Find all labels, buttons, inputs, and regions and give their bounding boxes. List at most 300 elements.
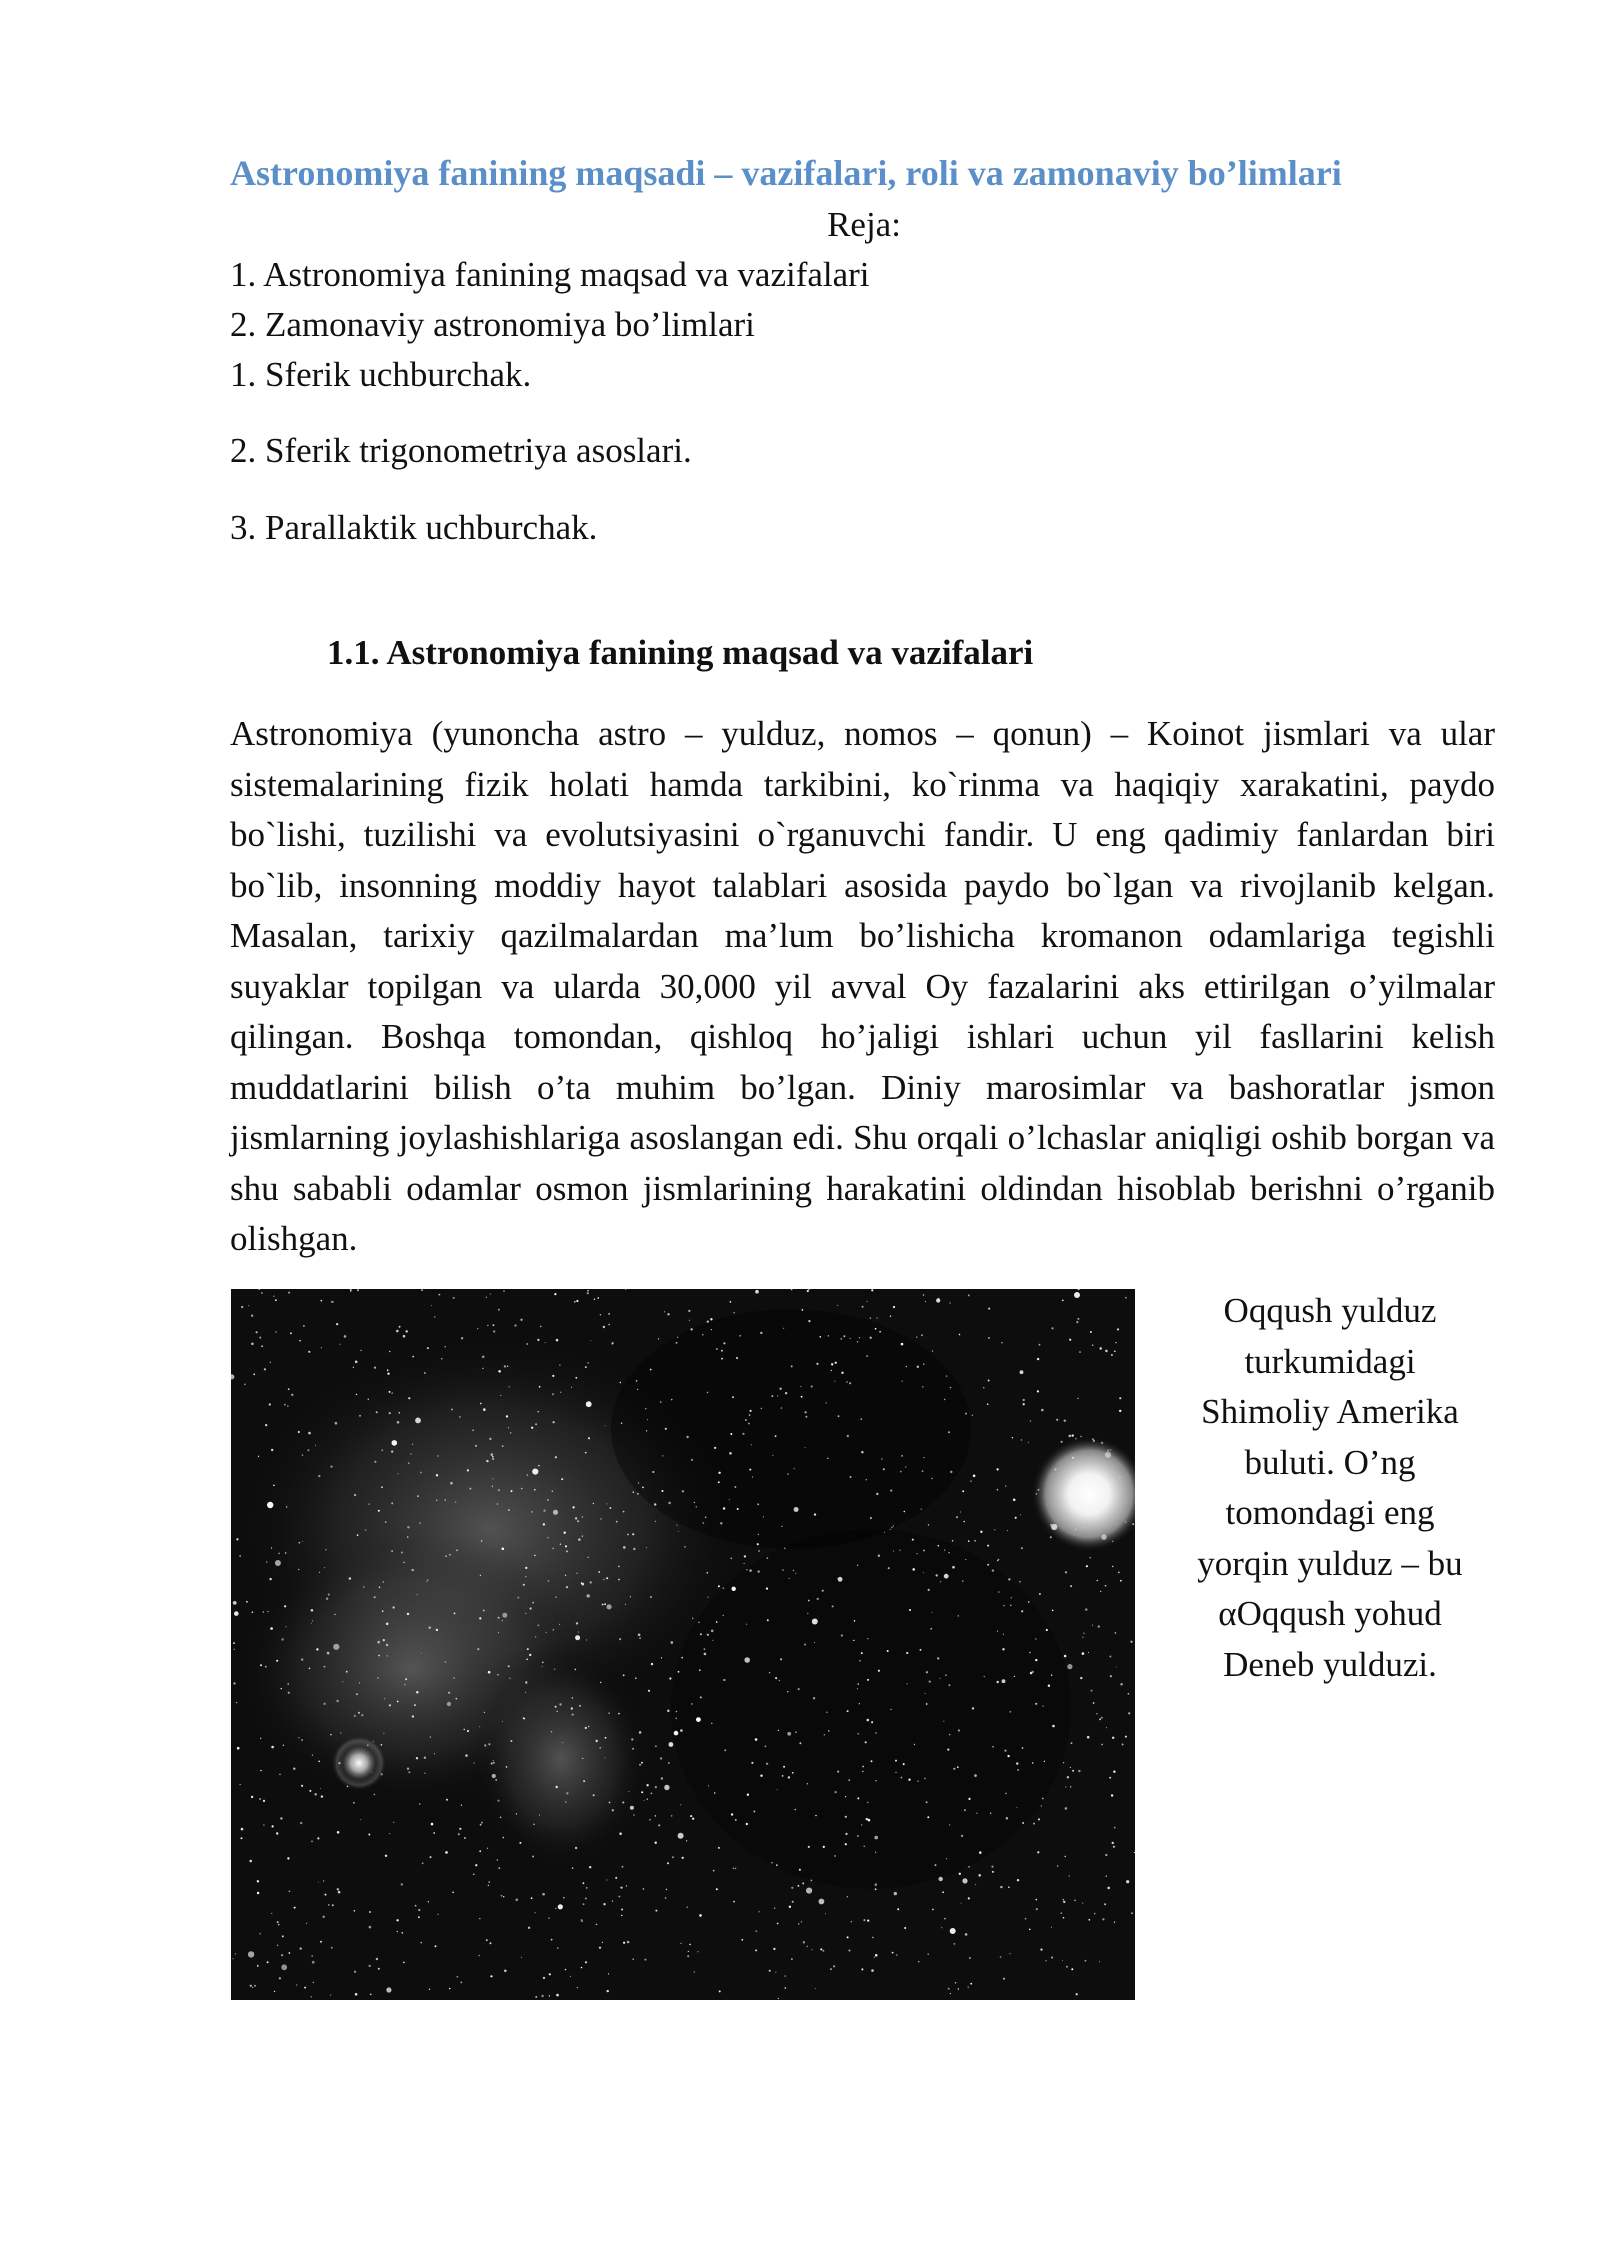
- star-dot: [1016, 1762, 1018, 1764]
- star-dot: [378, 1968, 380, 1970]
- star-dot: [481, 1540, 482, 1541]
- star-dot: [553, 1548, 554, 1549]
- star-dot: [296, 1984, 297, 1985]
- star-dot: [602, 1604, 604, 1606]
- star-dot: [748, 1423, 750, 1425]
- star-dot: [501, 1895, 503, 1897]
- star-dot: [276, 1832, 278, 1834]
- star-dot: [434, 1753, 435, 1754]
- star-dot: [805, 1411, 807, 1413]
- star-dot: [480, 1403, 482, 1405]
- star-dot: [887, 1650, 889, 1652]
- star-dot: [337, 1831, 340, 1834]
- star-dot: [1051, 1327, 1053, 1329]
- star-dot: [857, 1733, 859, 1735]
- star-dot: [875, 1852, 876, 1853]
- star-dot: [745, 1419, 747, 1421]
- star-dot: [484, 1712, 485, 1713]
- star-dot: [945, 1674, 947, 1676]
- star-dot: [558, 1904, 563, 1909]
- star-dot: [1002, 1679, 1006, 1683]
- star-dot: [531, 1427, 533, 1429]
- star-dot: [378, 1510, 380, 1512]
- star-dot: [576, 1622, 578, 1624]
- star-dot: [303, 1325, 305, 1327]
- star-dot: [964, 1809, 966, 1811]
- star-dot: [502, 1620, 503, 1621]
- star-dot: [609, 1507, 611, 1509]
- star-dot: [491, 1763, 493, 1765]
- star-dot: [489, 1438, 491, 1440]
- star-dot: [692, 1818, 694, 1820]
- star-dot: [955, 1982, 957, 1984]
- star-dot: [618, 1713, 620, 1715]
- star-dot: [424, 1757, 426, 1759]
- star-dot: [961, 1903, 962, 1904]
- star-dot: [290, 1332, 292, 1334]
- star-dot: [252, 1987, 253, 1988]
- star-dot: [637, 1389, 638, 1390]
- star-dot: [233, 1682, 235, 1684]
- star-dot: [357, 1534, 359, 1536]
- star-dot: [1106, 1727, 1107, 1728]
- star-dot: [958, 1988, 959, 1989]
- figure-caption: [1150, 1286, 1510, 1690]
- star-dot: [587, 1292, 589, 1294]
- star-dot: [1052, 1610, 1054, 1612]
- star-dot: [1117, 1328, 1119, 1330]
- star-dot: [585, 1366, 587, 1368]
- star-dot: [632, 1748, 634, 1750]
- star-dot: [757, 1503, 759, 1505]
- star-dot: [944, 1574, 949, 1579]
- star-dot: [530, 1607, 532, 1609]
- star-dot: [479, 1850, 481, 1852]
- star-dot: [694, 1502, 695, 1503]
- star-dot: [475, 1864, 477, 1866]
- star-dot: [384, 1698, 385, 1699]
- star-dot: [907, 1683, 908, 1684]
- star-dot: [426, 1581, 427, 1582]
- star-dot: [747, 1794, 749, 1796]
- star-dot: [998, 1591, 1000, 1593]
- star-dot: [1007, 1530, 1008, 1531]
- star-dot: [511, 1490, 513, 1492]
- star-dot: [658, 1338, 659, 1339]
- star-dot: [363, 1586, 364, 1587]
- star-dot: [421, 1653, 422, 1654]
- star-dot: [599, 1947, 601, 1949]
- star-dot: [265, 1666, 267, 1668]
- star-dot: [862, 1771, 863, 1772]
- star-dot: [702, 1334, 704, 1336]
- star-dot: [483, 1408, 486, 1411]
- star-dot: [301, 1658, 303, 1660]
- star-dot: [350, 1290, 351, 1291]
- star-dot: [376, 1411, 378, 1413]
- star-dot: [623, 1511, 625, 1513]
- star-dot: [997, 1631, 998, 1632]
- star-dot: [912, 1568, 915, 1571]
- star-dot: [491, 1453, 494, 1456]
- star-dot: [324, 1567, 325, 1568]
- star-dot: [767, 1619, 769, 1621]
- star-dot: [311, 1841, 312, 1842]
- star-dot: [428, 1901, 429, 1902]
- star-dot: [570, 1976, 571, 1977]
- star-dot: [914, 1744, 915, 1745]
- star-dot: [1111, 1794, 1113, 1796]
- star-dot: [456, 1698, 458, 1700]
- star-dot: [256, 1331, 258, 1333]
- star-dot: [923, 1294, 925, 1296]
- star-dot: [661, 1777, 663, 1779]
- star-dot: [553, 1629, 554, 1630]
- star-dot: [616, 1521, 618, 1523]
- star-dot: [1120, 1580, 1122, 1582]
- star-dot: [664, 1311, 665, 1312]
- star-dot: [647, 1419, 648, 1420]
- star-dot: [925, 1301, 926, 1302]
- star-dot: [1013, 1499, 1016, 1502]
- star-dot: [918, 1961, 919, 1962]
- star-dot: [813, 1697, 815, 1699]
- star-dot: [948, 1431, 950, 1433]
- star-dot: [949, 1734, 951, 1736]
- star-dot: [667, 1862, 669, 1864]
- star-dot: [327, 1652, 330, 1655]
- star-dot: [831, 1370, 832, 1371]
- star-dot: [1082, 1903, 1083, 1904]
- star-dot: [416, 1757, 418, 1759]
- star-dot: [808, 1320, 810, 1322]
- star-dot: [806, 1888, 812, 1894]
- star-dot: [737, 1508, 739, 1510]
- star-dot: [551, 1939, 553, 1941]
- star-dot: [641, 1791, 643, 1793]
- star-dot: [968, 1798, 970, 1800]
- star-dot: [612, 1901, 613, 1902]
- star-dot: [894, 1892, 897, 1895]
- star-dot: [574, 1301, 576, 1303]
- star-dot: [1128, 1712, 1130, 1714]
- plan-label: Reja:: [827, 205, 901, 244]
- star-dot: [841, 1338, 843, 1340]
- star-dot: [626, 1885, 627, 1886]
- star-dot: [615, 1877, 617, 1879]
- star-dot: [383, 1733, 384, 1734]
- star-dot: [947, 1749, 949, 1751]
- star-dot: [724, 1749, 726, 1751]
- star-dot: [598, 1571, 600, 1573]
- star-dot: [838, 1415, 840, 1417]
- star-dot: [1061, 1912, 1063, 1914]
- star-dot: [858, 1683, 859, 1684]
- star-dot: [795, 1732, 796, 1733]
- star-dot: [408, 1771, 410, 1773]
- star-dot: [991, 1866, 993, 1868]
- star-dot: [1011, 1597, 1012, 1598]
- star-dot: [294, 1907, 296, 1909]
- star-dot: [871, 1760, 873, 1762]
- star-dot: [482, 1368, 483, 1369]
- star-dot: [523, 1718, 525, 1720]
- star-dot: [582, 1516, 583, 1517]
- star-dot: [963, 1521, 965, 1523]
- star-dot: [744, 1555, 746, 1557]
- star-dot: [508, 1509, 510, 1511]
- star-dot: [782, 1775, 784, 1777]
- star-dot: [916, 1337, 917, 1338]
- star-dot: [628, 1791, 629, 1792]
- star-dot: [379, 1586, 381, 1588]
- star-dot: [368, 1399, 370, 1401]
- star-dot: [835, 1791, 837, 1793]
- star-dot: [1118, 1572, 1120, 1574]
- star-dot: [883, 1468, 885, 1470]
- star-dot: [696, 1717, 701, 1722]
- star-dot: [609, 1802, 611, 1804]
- star-dot: [281, 1964, 287, 1970]
- star-dot: [590, 1581, 592, 1583]
- star-dot: [299, 1340, 301, 1342]
- star-dot: [438, 1455, 439, 1456]
- star-dot: [506, 1415, 508, 1417]
- star-dot: [814, 1642, 815, 1643]
- star-dot: [741, 1939, 743, 1941]
- star-dot: [559, 1364, 560, 1365]
- star-dot: [861, 1451, 863, 1453]
- star-dot: [926, 1801, 928, 1803]
- star-dot: [660, 1757, 662, 1759]
- star-dot: [987, 1545, 989, 1547]
- star-dot: [1119, 1410, 1121, 1412]
- star-dot: [680, 1729, 683, 1732]
- star-dot: [917, 1553, 918, 1554]
- star-dot: [940, 1678, 941, 1679]
- star-dot: [527, 1648, 529, 1650]
- star-dot: [502, 1445, 504, 1447]
- star-dot: [415, 1418, 421, 1424]
- star-dot: [250, 1985, 252, 1987]
- star-dot: [606, 1503, 607, 1504]
- star-dot: [260, 1770, 261, 1771]
- star-dot: [718, 1585, 720, 1587]
- star-dot: [407, 1536, 409, 1538]
- star-dot: [604, 1757, 605, 1758]
- star-dot: [755, 1949, 757, 1951]
- star-dot: [393, 1606, 395, 1608]
- star-dot: [807, 1783, 808, 1784]
- star-dot: [811, 1385, 813, 1387]
- star-dot: [935, 1864, 937, 1866]
- star-dot: [733, 1868, 734, 1869]
- star-dot: [948, 1684, 950, 1686]
- star-dot: [1045, 1960, 1046, 1961]
- star-dot: [1115, 1632, 1117, 1634]
- star-dot: [774, 1908, 775, 1909]
- star-dot: [586, 1887, 587, 1888]
- star-dot: [564, 1532, 566, 1534]
- star-dot: [863, 1919, 865, 1921]
- star-dot: [508, 1427, 509, 1428]
- star-dot: [932, 1350, 933, 1351]
- star-dot: [397, 1931, 398, 1932]
- star-dot: [1032, 1671, 1034, 1673]
- star-dot: [436, 1474, 438, 1476]
- star-dot: [871, 1289, 873, 1291]
- star-dot: [412, 1444, 413, 1445]
- star-dot: [793, 1570, 794, 1571]
- star-dot: [987, 1564, 989, 1566]
- star-dot: [645, 1408, 646, 1409]
- star-dot: [1109, 1656, 1111, 1658]
- star-dot: [304, 1987, 306, 1989]
- star-dot: [377, 1677, 379, 1679]
- star-dot: [535, 1912, 536, 1913]
- star-dot: [526, 1659, 528, 1661]
- star-dot: [414, 1704, 416, 1706]
- star-dot: [578, 1631, 579, 1632]
- star-dot: [498, 1617, 500, 1619]
- star-dot: [1063, 1899, 1065, 1901]
- star-dot: [1067, 1664, 1072, 1669]
- star-dot: [655, 1745, 657, 1747]
- star-dot: [519, 1842, 521, 1844]
- star-dot: [730, 1433, 732, 1435]
- star-dot: [988, 1337, 990, 1339]
- star-dot: [946, 1375, 947, 1376]
- star-dot: [298, 1431, 300, 1433]
- star-dot: [876, 1883, 877, 1884]
- star-dot: [1100, 1347, 1102, 1349]
- star-dot: [612, 1342, 614, 1344]
- star-dot: [714, 1447, 716, 1449]
- star-dot: [765, 1745, 767, 1747]
- star-dot: [1101, 1744, 1103, 1746]
- star-dot: [1131, 1912, 1133, 1914]
- star-dot: [298, 1542, 300, 1544]
- star-dot: [383, 1639, 385, 1641]
- star-dot: [393, 1822, 394, 1823]
- star-dot: [575, 1517, 577, 1519]
- star-dot: [510, 1432, 512, 1434]
- star-dot: [959, 1873, 961, 1875]
- star-dot: [323, 1880, 324, 1881]
- star-dot: [848, 1779, 850, 1781]
- star-dot: [532, 1602, 534, 1604]
- star-dot: [1099, 1718, 1101, 1720]
- star-dot: [678, 1531, 679, 1532]
- star-dot: [1002, 1648, 1004, 1650]
- star-dot: [312, 1961, 315, 1964]
- star-dot: [490, 1975, 492, 1977]
- star-dot: [475, 1445, 477, 1447]
- star-dot: [608, 1324, 610, 1326]
- star-dot: [460, 1981, 462, 1983]
- star-dot: [668, 1762, 670, 1764]
- star-dot: [997, 1489, 999, 1491]
- star-dot: [692, 1618, 693, 1619]
- star-dot: [608, 1712, 610, 1714]
- star-dot: [588, 1557, 589, 1558]
- star-dot: [271, 1449, 273, 1451]
- star-dot: [900, 1471, 902, 1473]
- star-dot: [773, 1948, 775, 1950]
- star-dot: [487, 1325, 488, 1326]
- star-dot: [639, 1731, 642, 1734]
- star-dot: [749, 1414, 751, 1416]
- star-dot: [812, 1619, 818, 1625]
- star-dot: [576, 1300, 578, 1302]
- star-dot: [711, 1723, 712, 1724]
- star-dot: [895, 1760, 897, 1762]
- star-dot: [232, 1958, 233, 1959]
- star-dot: [543, 1510, 545, 1512]
- star-dot: [866, 1818, 868, 1820]
- star-dot: [1105, 1585, 1107, 1587]
- star-dot: [270, 1627, 273, 1630]
- star-dot: [587, 1594, 590, 1597]
- star-dot: [644, 1800, 645, 1801]
- star-dot: [798, 1885, 800, 1887]
- star-dot: [572, 1867, 574, 1869]
- caption-line: Deneb yulduzi.: [1223, 1644, 1437, 1684]
- star-dot: [561, 1478, 563, 1480]
- star-dot: [1021, 1610, 1023, 1612]
- star-dot: [643, 1888, 644, 1889]
- star-dot: [407, 1768, 409, 1770]
- star-dot: [712, 1640, 713, 1641]
- star-dot: [621, 1422, 623, 1424]
- star-dot: [271, 1746, 274, 1749]
- star-dot: [1066, 1966, 1068, 1968]
- star-dot: [984, 1676, 985, 1677]
- star-dot: [1038, 1818, 1040, 1820]
- star-dot: [408, 1462, 410, 1464]
- star-dot: [526, 1343, 528, 1345]
- star-dot: [542, 1662, 544, 1664]
- star-dot: [781, 1407, 783, 1409]
- star-dot: [948, 1988, 950, 1990]
- star-dot: [942, 1891, 944, 1893]
- star-dot: [859, 1703, 860, 1704]
- star-dot: [655, 1815, 656, 1816]
- star-dot: [823, 1846, 825, 1848]
- star-dot: [732, 1396, 734, 1398]
- star-dot: [301, 1739, 303, 1741]
- star-dot: [908, 1779, 910, 1781]
- star-dot: [482, 1356, 485, 1359]
- star-dot: [1130, 1641, 1132, 1643]
- star-dot: [875, 1954, 878, 1957]
- star-dot: [686, 1436, 688, 1438]
- star-dot: [498, 1309, 500, 1311]
- star-dot: [779, 1680, 780, 1681]
- star-dot: [467, 1730, 469, 1732]
- star-dot: [408, 1397, 410, 1399]
- star-dot: [939, 1877, 943, 1881]
- star-dot: [504, 1365, 506, 1367]
- star-dot: [589, 1866, 591, 1868]
- star-dot: [641, 1762, 643, 1764]
- star-dot: [1003, 1978, 1005, 1980]
- star-dot: [585, 1898, 587, 1900]
- star-dot: [556, 1711, 558, 1713]
- star-dot: [257, 1965, 259, 1967]
- star-dot: [932, 1612, 933, 1613]
- star-dot: [579, 1705, 581, 1707]
